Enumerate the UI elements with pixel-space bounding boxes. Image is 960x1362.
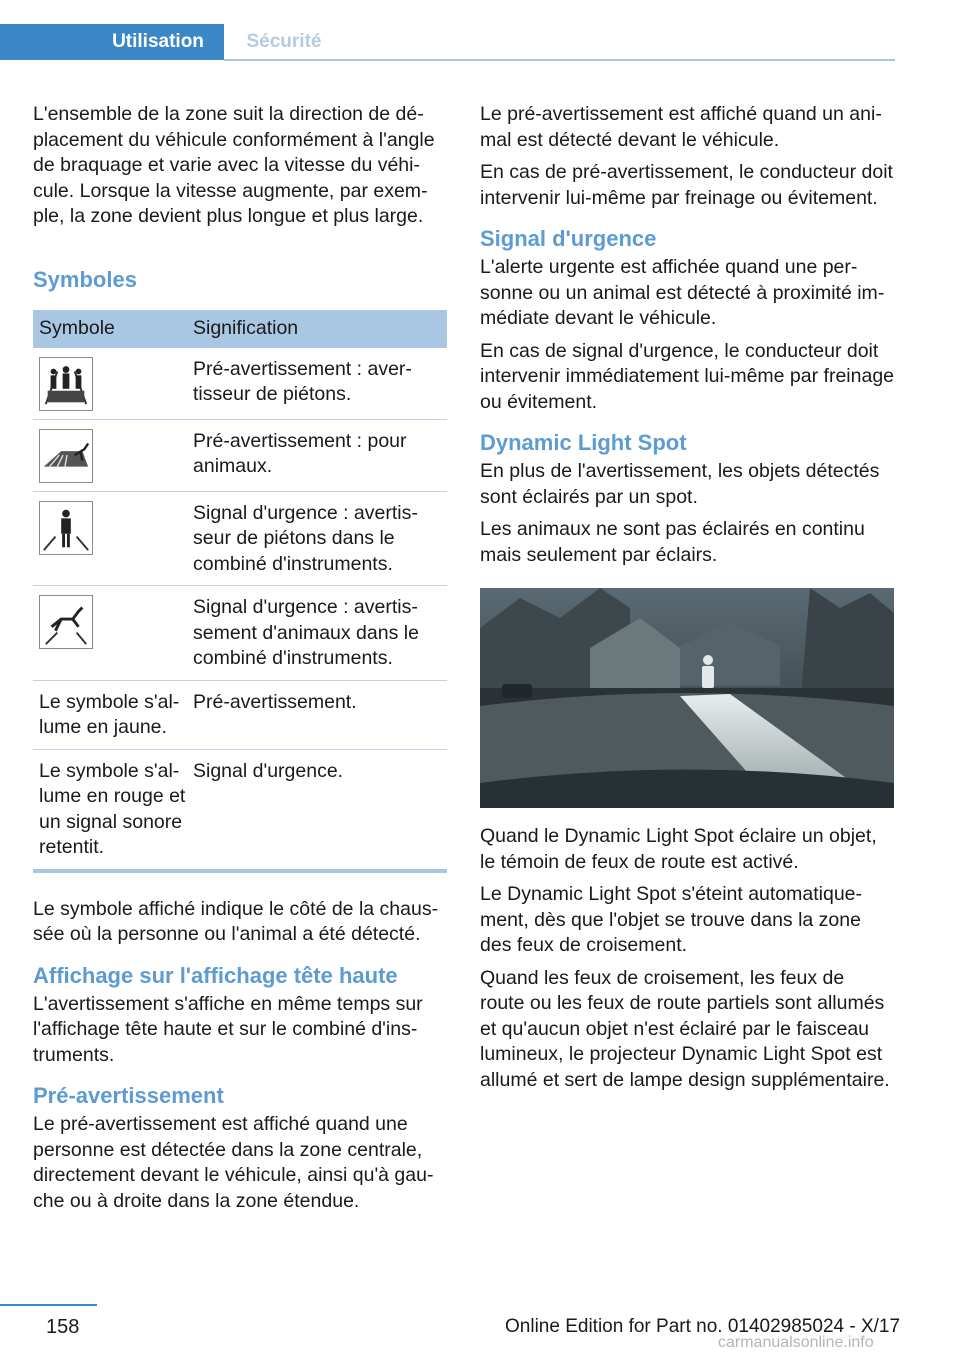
symbol-cell [33,491,193,586]
symbols-heading: Symboles [33,266,137,292]
driver-action-paragraph: En cas de pré-avertissement, le conducteur doit intervenir lui-même par freinage ou évitement. [480,161,893,209]
dynamic-light-spot-heading: Dynamic Light Spot [480,430,687,455]
hud-heading: Affichage sur l'affichage tête haute [33,962,398,988]
table-header-row [33,310,447,348]
symbol-cell [33,586,193,681]
urgent-paragraph-1: L'alerte urgente est affichée quand une personne ou un animal est détecté à proximité immédiate devant le véhicule. [480,256,885,329]
side-detection-paragraph: Le symbole affiché indique le côté de la chaussée où la personne ou l'animal a été détecté. [33,897,439,945]
dls-paragraph-1: En plus de l'avertissement, les objets détectés sont éclairés par un spot. [480,460,880,508]
meaning-cell: Pré-avertissement. [193,680,447,749]
tab-divider [224,59,895,61]
table-row [33,419,447,491]
watermark: carmanualsonline.info [718,1334,874,1351]
meaning-cell: Signal d'urgence : avertisseur de piétons dans le combiné d'instruments. [193,491,447,586]
pedestrian-warning-icon [39,357,93,411]
page-number: 158 [46,1316,80,1338]
pre-warning-paragraph: Le pré-avertissement est affiché quand une personne est détectée dans la zone centrale, directement devant le véhicule, ainsi qu'à gauche ou à droite dans la zone étendue. [33,1113,434,1212]
pedestrian-urgent-icon [39,501,93,555]
urgent-signal-heading: Signal d'urgence [480,226,657,251]
col-header-symbol: Symbole [33,310,193,348]
night-road-spotlight-illustration [480,588,894,808]
table-row [33,680,447,749]
edition-label: Online Edition for Part no. 01402985024 - X/17 [505,1316,901,1337]
symbol-cell [33,348,193,420]
table-row [33,749,447,871]
chapter-tabs [0,24,895,62]
col-header-meaning: Signification [193,310,447,348]
animal-pre-warning-paragraph: Le pré-avertissement est affiché quand un animal est détecté devant le véhicule. [480,103,882,151]
left-column [33,102,447,1221]
table-row [33,491,447,586]
symbol-cell: Le symbole s'allume en jaune. [33,680,193,749]
meaning-cell: Pré-avertissement : avertisseur de piétons. [193,348,447,420]
right-column [480,102,894,1100]
urgent-paragraph-2: En cas de signal d'urgence, le conducteur doit intervenir immédiatement lui-même par freinage ou évitement. [480,339,895,413]
dls-paragraph-2: Les animaux ne sont pas éclairés en continu mais seulement par éclairs. [480,518,865,566]
meaning-cell: Signal d'urgence. [193,749,447,871]
hud-paragraph: L'avertissement s'affiche en même temps sur l'affichage tête haute et sur le combiné d'instruments. [33,992,423,1066]
dls-after-paragraph-2: Le Dynamic Light Spot s'éteint automatiquement, dès que l'objet se trouve dans la zone des feux de croisement. [480,883,863,956]
table-row [33,586,447,681]
pre-warning-heading: Pré-avertissement [33,1083,224,1108]
animal-warning-icon [39,429,93,483]
tab-utilisation[interactable]: Utilisation [0,24,224,60]
symbol-cell [33,419,193,491]
animal-urgent-icon [39,595,93,649]
tab-securite[interactable]: Sécurité [246,31,322,52]
meaning-cell: Pré-avertissement : pour animaux. [193,419,447,491]
symbols-table [33,310,447,873]
symbol-cell: Le symbole s'allume en rouge et un signal sonore retentit. [33,749,193,871]
dls-after-paragraph-1: Quand le Dynamic Light Spot éclaire un objet, le témoin de feux de route est activé. [480,825,877,873]
table-row [33,348,447,420]
dls-after-paragraph-3: Quand les feux de croisement, les feux de route ou les feux de route partiels sont allumés et qu'aucun objet n'est éclairé par le faisceau lumineux, le projecteur Dynamic Light Spot est allumé et sert de lampe design supplémentaire. [480,966,890,1091]
intro-paragraph: L'ensemble de la zone suit la direction de déplacement du véhicule conformément à l'angle de braquage et varie avec la vitesse du véhicule. Lorsque la vitesse augmente, par exemple, la zone devient plus longue et plus large. [33,103,435,227]
meaning-cell: Signal d'urgence : avertissement d'animaux dans le combiné d'instruments. [193,586,447,681]
footer-accent-line [0,1304,97,1306]
